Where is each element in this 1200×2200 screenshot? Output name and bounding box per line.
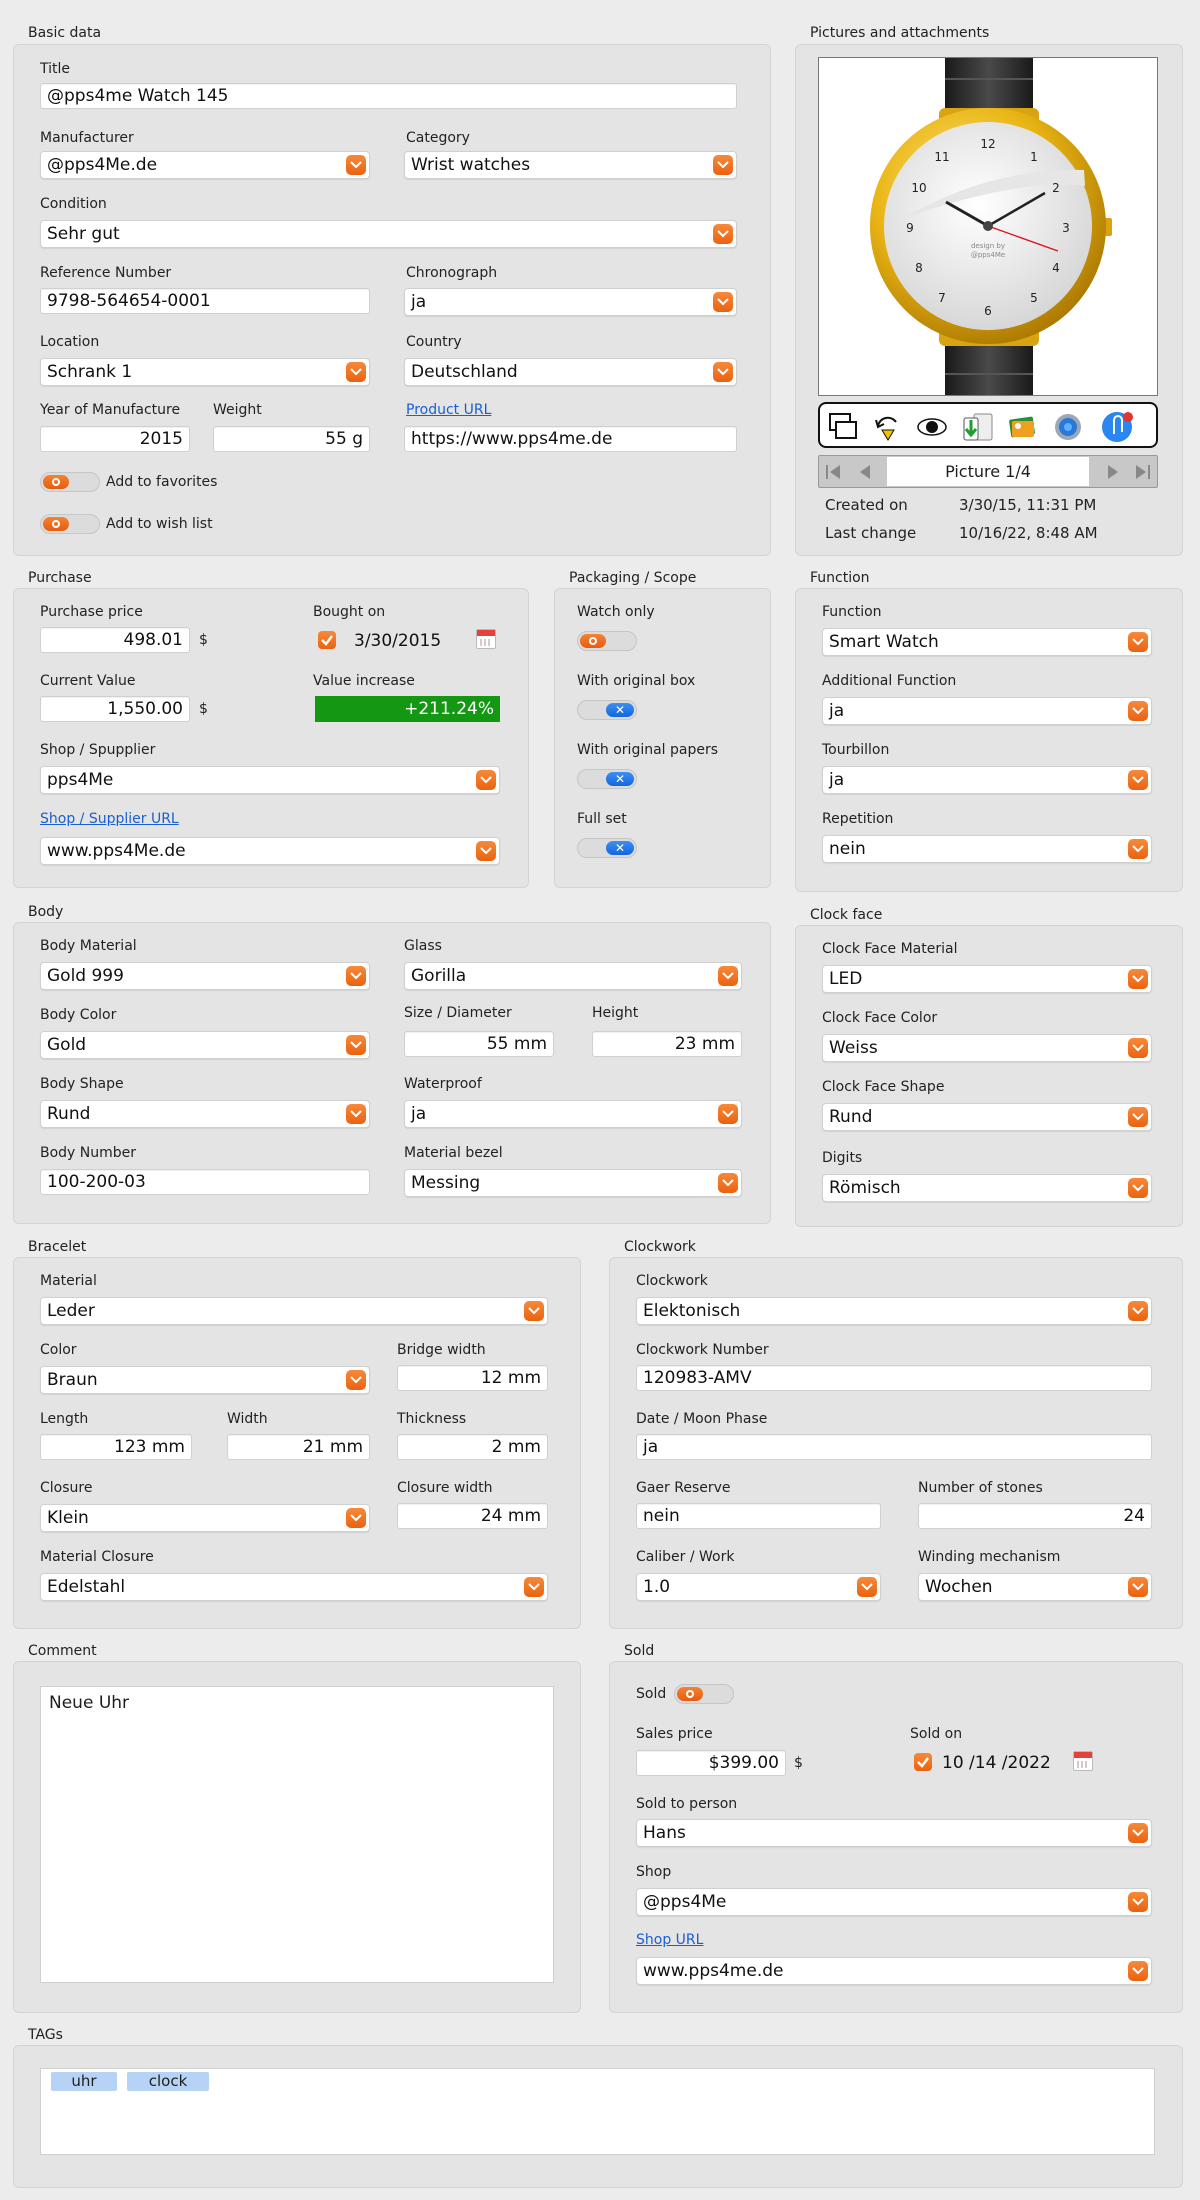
svg-text:2: 2 xyxy=(1052,181,1060,195)
chevron-down-icon xyxy=(346,1370,366,1390)
body-number-label: Body Number xyxy=(40,1145,137,1161)
changed-label: Last change xyxy=(825,524,917,542)
location-value: Schrank 1 xyxy=(47,362,133,382)
repetition-select[interactable] xyxy=(822,835,1152,863)
changed-value: 10/16/22, 8:48 AM xyxy=(959,524,1098,542)
digits-select[interactable] xyxy=(822,1174,1152,1202)
closure-value: Klein xyxy=(47,1508,89,1528)
attachment-icon[interactable] xyxy=(1100,410,1136,444)
tourbillon-label: Tourbillon xyxy=(822,742,890,758)
purchase-price-label: Purchase price xyxy=(40,604,143,620)
product-url-field[interactable]: https://www.pps4me.de xyxy=(404,426,737,452)
current-value-label: Current Value xyxy=(40,673,136,689)
caliber-select[interactable] xyxy=(636,1573,881,1601)
sold-toggle[interactable] xyxy=(674,1684,734,1704)
sales-price-label: Sales price xyxy=(636,1726,713,1742)
chevron-down-icon xyxy=(1128,1892,1148,1912)
toggle-knob: ✕ xyxy=(606,841,634,855)
svg-text:10: 10 xyxy=(911,181,927,195)
chevron-down-icon xyxy=(718,1173,738,1193)
weight-field[interactable]: 55 g xyxy=(213,426,370,452)
chevron-down-icon xyxy=(476,841,496,861)
orig-box-toggle[interactable] xyxy=(577,700,637,720)
watch-only-toggle[interactable] xyxy=(577,631,637,651)
sales-price-field[interactable]: $399.00 xyxy=(636,1750,786,1776)
waterproof-select[interactable] xyxy=(404,1100,742,1128)
sold-on-label: Sold on xyxy=(910,1726,963,1742)
sold-shop-select[interactable] xyxy=(636,1888,1152,1916)
section-title-function: Function xyxy=(810,570,870,586)
section-title-clockwork: Clockwork xyxy=(624,1239,696,1255)
shop-value: pps4Me xyxy=(47,770,114,790)
clockwork-number-label: Clockwork Number xyxy=(636,1342,769,1358)
wishlist-toggle[interactable] xyxy=(40,514,100,534)
section-title-pictures: Pictures and attachments xyxy=(810,25,990,41)
current-value-unit: $ xyxy=(199,701,208,717)
body-color-label: Body Color xyxy=(40,1007,117,1023)
function-value: Smart Watch xyxy=(829,632,939,652)
chronograph-value: ja xyxy=(411,292,427,312)
favorites-label: Add to favorites xyxy=(106,474,218,490)
thickness-label: Thickness xyxy=(397,1411,467,1427)
reserve-label: Gaer Reserve xyxy=(636,1480,731,1496)
svg-text:8: 8 xyxy=(915,261,923,275)
chevron-down-icon xyxy=(718,1104,738,1124)
watch-only-label: Watch only xyxy=(577,604,655,620)
chevron-down-icon xyxy=(1128,1961,1148,1981)
chevron-down-icon xyxy=(1128,1301,1148,1321)
calendar-icon[interactable] xyxy=(476,629,496,649)
waterproof-value: ja xyxy=(411,1104,427,1124)
shop-url-select[interactable] xyxy=(40,837,500,865)
closure-label: Closure xyxy=(40,1480,93,1496)
wishlist-label: Add to wish list xyxy=(106,516,213,532)
chevron-down-icon xyxy=(1128,1107,1148,1127)
year-label: Year of Manufacture xyxy=(40,402,181,418)
toggle-knob: ✕ xyxy=(606,703,634,717)
face-shape-select[interactable] xyxy=(822,1103,1152,1131)
chevron-down-icon xyxy=(346,1508,366,1528)
svg-text:5: 5 xyxy=(1030,291,1038,305)
watch-brand-text-2: @pps4Me xyxy=(970,251,1006,259)
title-field[interactable]: @pps4me Watch 145 xyxy=(40,83,737,109)
body-shape-value: Rund xyxy=(47,1104,91,1124)
face-color-select[interactable] xyxy=(822,1034,1152,1062)
material-closure-select[interactable] xyxy=(40,1573,548,1601)
value-increase-label: Value increase xyxy=(313,673,415,689)
svg-text:6: 6 xyxy=(984,304,992,318)
clockwork-number-field[interactable]: 120983-AMV xyxy=(636,1365,1152,1391)
shop-label: Shop / Spupplier xyxy=(40,742,156,758)
bought-on-checkbox[interactable] xyxy=(318,631,336,649)
toggle-knob xyxy=(580,634,606,648)
section-title-purchase: Purchase xyxy=(28,570,92,586)
function-label: Function xyxy=(822,604,882,620)
orig-papers-toggle[interactable] xyxy=(577,769,637,789)
face-color-label: Clock Face Color xyxy=(822,1010,938,1026)
winding-label: Winding mechanism xyxy=(918,1549,1061,1565)
location-select[interactable] xyxy=(40,358,370,386)
body-material-value: Gold 999 xyxy=(47,966,124,986)
chevron-down-icon xyxy=(346,155,366,175)
chevron-down-icon xyxy=(1128,1178,1148,1198)
chevron-down-icon xyxy=(718,966,738,986)
section-title-sold: Sold xyxy=(624,1643,655,1659)
face-color-value: Weiss xyxy=(829,1038,878,1058)
tourbillon-value: ja xyxy=(829,770,845,790)
bridge-width-label: Bridge width xyxy=(397,1342,486,1358)
full-set-toggle[interactable] xyxy=(577,838,637,858)
chevron-down-icon xyxy=(476,770,496,790)
bought-on-label: Bought on xyxy=(313,604,386,620)
bezel-value: Messing xyxy=(411,1173,481,1193)
clockwork-value: Elektonisch xyxy=(643,1301,741,1321)
picture-navigator xyxy=(818,455,1158,488)
toggle-knob xyxy=(43,475,69,489)
category-label: Category xyxy=(406,130,470,146)
svg-text:9: 9 xyxy=(906,221,914,235)
condition-label: Condition xyxy=(40,196,107,212)
clockwork-select[interactable] xyxy=(636,1297,1152,1325)
size-field[interactable]: 55 mm xyxy=(404,1031,554,1057)
import-icon[interactable] xyxy=(960,410,994,444)
face-shape-label: Clock Face Shape xyxy=(822,1079,945,1095)
tag-chip[interactable]: uhr xyxy=(51,2072,117,2091)
created-value: 3/30/15, 11:31 PM xyxy=(959,496,1097,514)
screenshot-icon[interactable] xyxy=(828,412,860,442)
sold-to-label: Sold to person xyxy=(636,1796,738,1812)
chevron-down-icon xyxy=(524,1301,544,1321)
digits-value: Römisch xyxy=(829,1178,901,1198)
section-title-bracelet: Bracelet xyxy=(28,1239,87,1255)
height-label: Height xyxy=(592,1005,639,1021)
chevron-down-icon xyxy=(713,292,733,312)
rotate-icon[interactable] xyxy=(872,412,904,442)
country-select[interactable] xyxy=(404,358,737,386)
title-label: Title xyxy=(40,61,71,77)
first-picture-button[interactable] xyxy=(823,462,843,482)
clockwork-label: Clockwork xyxy=(636,1273,708,1289)
manufacturer-select[interactable] xyxy=(40,151,370,179)
chevron-down-icon xyxy=(346,1035,366,1055)
calendar-icon[interactable] xyxy=(1073,1751,1093,1771)
sold-shop-value: @pps4Me xyxy=(643,1892,727,1912)
winding-select[interactable] xyxy=(918,1573,1152,1601)
caliber-label: Caliber / Work xyxy=(636,1549,735,1565)
previous-picture-button[interactable] xyxy=(855,462,875,482)
chevron-down-icon xyxy=(713,362,733,382)
bridge-width-field[interactable]: 12 mm xyxy=(397,1365,548,1391)
country-label: Country xyxy=(406,334,462,350)
globe-icon[interactable] xyxy=(1052,412,1084,442)
sold-shop-url-value: www.pps4me.de xyxy=(643,1961,784,1981)
caliber-value: 1.0 xyxy=(643,1577,671,1597)
face-material-select[interactable] xyxy=(822,965,1152,993)
closure-width-field[interactable]: 24 mm xyxy=(397,1503,548,1529)
repetition-value: nein xyxy=(829,839,866,859)
closure-width-label: Closure width xyxy=(397,1480,493,1496)
function-select[interactable] xyxy=(822,628,1152,656)
winding-value: Wochen xyxy=(925,1577,993,1597)
length-field[interactable]: 123 mm xyxy=(40,1434,192,1460)
section-title-basic: Basic data xyxy=(28,25,102,41)
stones-label: Number of stones xyxy=(918,1480,1043,1496)
chevron-down-icon xyxy=(346,1104,366,1124)
chevron-down-icon xyxy=(1128,701,1148,721)
svg-text:4: 4 xyxy=(1052,261,1060,275)
moon-phase-field[interactable]: ja xyxy=(636,1434,1152,1460)
sold-to-select[interactable] xyxy=(636,1819,1152,1847)
bracelet-color-select[interactable] xyxy=(40,1366,370,1394)
body-material-select[interactable] xyxy=(40,962,370,990)
bezel-label: Material bezel xyxy=(404,1145,503,1161)
reserve-field[interactable]: nein xyxy=(636,1503,881,1529)
sold-shop-url-link[interactable]: Shop URL xyxy=(636,1932,704,1948)
bracelet-material-select[interactable] xyxy=(40,1297,548,1325)
chevron-down-icon xyxy=(1128,1577,1148,1597)
reference-field[interactable]: 9798-564654-0001 xyxy=(40,288,370,314)
stones-field[interactable]: 24 xyxy=(918,1503,1152,1529)
bracelet-material-label: Material xyxy=(40,1273,97,1289)
svg-text:3: 3 xyxy=(1062,221,1070,235)
width-label: Width xyxy=(227,1411,268,1427)
manufacturer-label: Manufacturer xyxy=(40,130,134,146)
product-url-link[interactable]: Product URL xyxy=(406,402,492,418)
toggle-knob: ✕ xyxy=(606,772,634,786)
current-value-field[interactable]: 1,550.00 xyxy=(40,696,190,722)
value-increase-value: +211.24% xyxy=(315,696,500,722)
material-closure-value: Edelstahl xyxy=(47,1577,126,1597)
waterproof-label: Waterproof xyxy=(404,1076,482,1092)
chevron-down-icon xyxy=(1128,632,1148,652)
year-field[interactable]: 2015 xyxy=(40,426,190,452)
closure-select[interactable] xyxy=(40,1504,370,1532)
bezel-select[interactable] xyxy=(404,1169,742,1197)
bracelet-color-label: Color xyxy=(40,1342,77,1358)
picture-counter: Picture 1/4 xyxy=(887,457,1089,486)
chevron-down-icon xyxy=(713,155,733,175)
sold-shop-url-select[interactable] xyxy=(636,1957,1152,1985)
size-label: Size / Diameter xyxy=(404,1005,512,1021)
section-title-tags: TAGs xyxy=(28,2027,63,2043)
sold-to-value: Hans xyxy=(643,1823,686,1843)
sales-price-unit: $ xyxy=(794,1755,803,1771)
condition-value: Sehr gut xyxy=(47,224,120,244)
sold-on-date[interactable]: 10 /14 /2022 xyxy=(942,1753,1051,1773)
chronograph-label: Chronograph xyxy=(406,265,498,281)
orig-box-label: With original box xyxy=(577,673,696,689)
favorites-toggle[interactable] xyxy=(40,472,100,492)
svg-text:1: 1 xyxy=(1030,150,1038,164)
bracelet-color-value: Braun xyxy=(47,1370,98,1390)
glass-label: Glass xyxy=(404,938,442,954)
svg-text:7: 7 xyxy=(938,291,946,305)
body-color-value: Gold xyxy=(47,1035,87,1055)
sold-shop-label: Shop xyxy=(636,1864,672,1880)
chevron-down-icon xyxy=(713,224,733,244)
body-number-field[interactable]: 100-200-03 xyxy=(40,1169,370,1195)
category-select[interactable] xyxy=(404,151,737,179)
reference-label: Reference Number xyxy=(40,265,172,281)
glass-value: Gorilla xyxy=(411,966,467,986)
section-title-comment: Comment xyxy=(28,1643,97,1659)
digits-label: Digits xyxy=(822,1150,863,1166)
last-picture-button[interactable] xyxy=(1133,462,1153,482)
body-shape-select[interactable] xyxy=(40,1100,370,1128)
comment-textarea[interactable]: Neue Uhr xyxy=(40,1686,554,1983)
svg-text:12: 12 xyxy=(980,137,996,151)
bought-on-date[interactable]: 3/30/2015 xyxy=(354,631,442,651)
height-field[interactable]: 23 mm xyxy=(592,1031,742,1057)
full-set-label: Full set xyxy=(577,811,627,827)
shop-url-link[interactable]: Shop / Supplier URL xyxy=(40,811,179,827)
additional-function-label: Additional Function xyxy=(822,673,957,689)
weight-label: Weight xyxy=(213,402,262,418)
repetition-label: Repetition xyxy=(822,811,894,827)
chevron-down-icon xyxy=(1128,839,1148,859)
additional-function-select[interactable] xyxy=(822,697,1152,725)
picture-toolbar xyxy=(818,402,1158,448)
body-material-label: Body Material xyxy=(40,938,137,954)
tag-chip[interactable]: clock xyxy=(127,2072,209,2091)
watch-brand-text: design by xyxy=(970,242,1006,250)
chevron-down-icon xyxy=(857,1577,877,1597)
section-title-clockface: Clock face xyxy=(810,907,883,923)
category-value: Wrist watches xyxy=(411,155,531,175)
chevron-down-icon xyxy=(1128,1038,1148,1058)
shop-url-value: www.pps4Me.de xyxy=(47,841,186,861)
tourbillon-select[interactable] xyxy=(822,766,1152,794)
sold-label: Sold xyxy=(636,1686,667,1702)
watch-image xyxy=(819,58,1157,395)
location-label: Location xyxy=(40,334,100,350)
chevron-down-icon xyxy=(346,966,366,986)
toggle-knob xyxy=(677,1687,703,1701)
created-label: Created on xyxy=(825,496,908,514)
moon-phase-label: Date / Moon Phase xyxy=(636,1411,768,1427)
chevron-down-icon xyxy=(1128,1823,1148,1843)
section-title-body: Body xyxy=(28,904,64,920)
tags-field[interactable] xyxy=(40,2068,1155,2155)
photos-icon[interactable] xyxy=(1006,412,1038,442)
chevron-down-icon xyxy=(1128,770,1148,790)
chronograph-select[interactable] xyxy=(404,288,737,316)
next-picture-button[interactable] xyxy=(1103,462,1123,482)
chevron-down-icon xyxy=(1128,969,1148,989)
face-material-value: LED xyxy=(829,969,863,989)
watch-picture[interactable] xyxy=(818,57,1158,396)
sold-on-checkbox[interactable] xyxy=(914,1753,932,1771)
thickness-field[interactable]: 2 mm xyxy=(397,1434,548,1460)
purchase-price-unit: $ xyxy=(199,632,208,648)
width-field[interactable]: 21 mm xyxy=(227,1434,370,1460)
length-label: Length xyxy=(40,1411,89,1427)
body-color-select[interactable] xyxy=(40,1031,370,1059)
glass-select[interactable] xyxy=(404,962,742,990)
purchase-price-field[interactable]: 498.01 xyxy=(40,627,190,653)
body-shape-label: Body Shape xyxy=(40,1076,124,1092)
chevron-down-icon xyxy=(346,362,366,382)
orig-papers-label: With original papers xyxy=(577,742,719,758)
section-title-packaging: Packaging / Scope xyxy=(569,570,697,586)
condition-select[interactable] xyxy=(40,220,737,248)
face-material-label: Clock Face Material xyxy=(822,941,958,957)
bracelet-material-value: Leder xyxy=(47,1301,95,1321)
face-shape-value: Rund xyxy=(829,1107,873,1127)
toggle-knob xyxy=(43,517,69,531)
additional-function-value: ja xyxy=(829,701,845,721)
country-value: Deutschland xyxy=(411,362,518,382)
shop-select[interactable] xyxy=(40,766,500,794)
svg-text:11: 11 xyxy=(934,150,950,164)
eye-icon[interactable] xyxy=(916,412,948,442)
manufacturer-value: @pps4Me.de xyxy=(47,155,158,175)
material-closure-label: Material Closure xyxy=(40,1549,154,1565)
chevron-down-icon xyxy=(524,1577,544,1597)
